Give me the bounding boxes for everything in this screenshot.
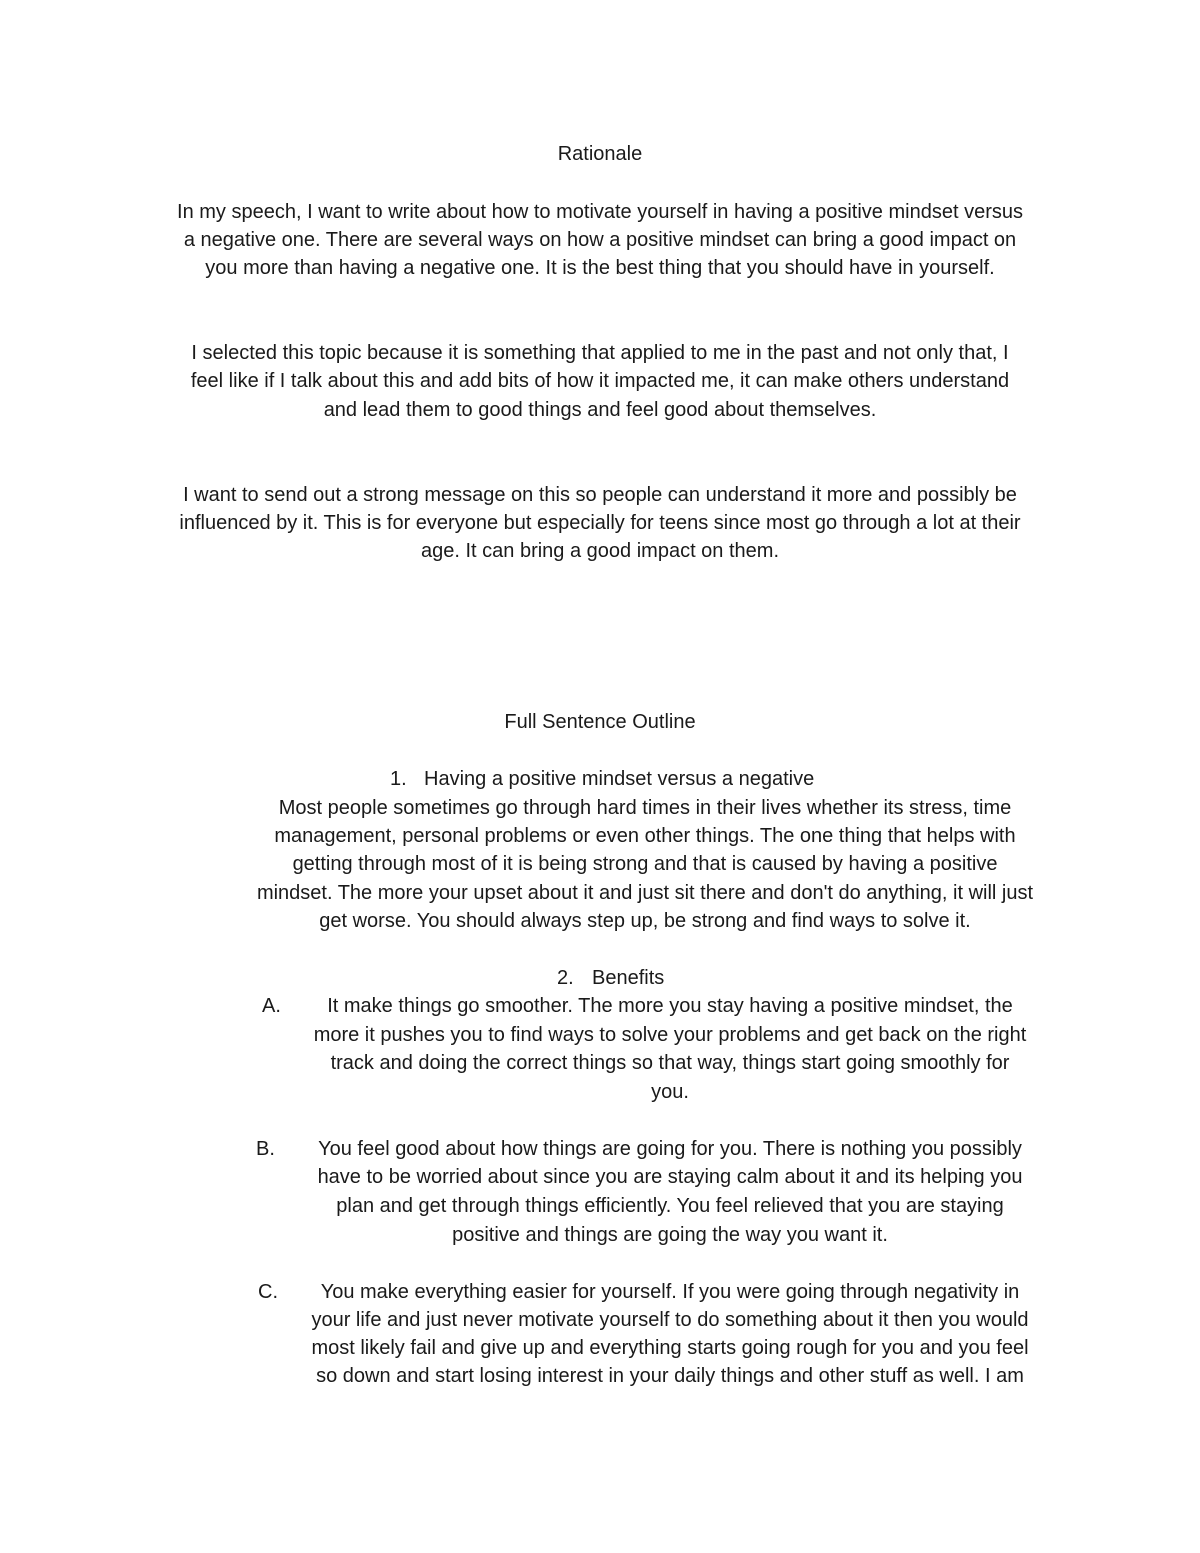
item-line: positive and things are going the way you want it. (452, 1224, 888, 1246)
item-line: more it pushes you to find ways to solve your problems and get back on the right (313, 1024, 1027, 1046)
section-number: 2. (557, 967, 574, 989)
paragraph-line: feel like if I talk about this and add bits of how it impacted me, it can make others understand (190, 370, 1010, 392)
item-letter: C. (258, 1281, 278, 1303)
section-line: management, personal problems or even other things. The one thing that helps with (274, 825, 1016, 847)
paragraph-line: age. It can bring a good impact on them. (421, 540, 779, 562)
section-line: Most people sometimes go through hard times in their lives whether its stress, time (278, 797, 1012, 819)
paragraph-line: In my speech, I want to write about how to motivate yourself in having a positive mindset versus (177, 201, 1023, 223)
section-line: getting through most of it is being strong and that is caused by having a positive (292, 853, 998, 875)
paragraph-line: a negative one. There are several ways on how a positive mindset can bring a good impact on (183, 229, 1017, 251)
paragraph-line: I want to send out a strong message on this so people can understand it more and possibly be (183, 484, 1017, 506)
section-heading: Having a positive mindset versus a negative (424, 768, 815, 790)
item-line: so down and start losing interest in your daily things and other stuff as well. I am (316, 1365, 1024, 1387)
section-line: mindset. The more your upset about it and just sit there and don't do anything, it will just (256, 882, 1034, 904)
section-number: 1. (390, 768, 407, 790)
item-line: have to be worried about since you are staying calm about it and its helping you (317, 1166, 1023, 1188)
outline-title: Full Sentence Outline (504, 711, 696, 733)
paragraph-line: and lead them to good things and feel good about themselves. (323, 399, 877, 421)
item-line: track and doing the correct things so that way, things start going smoothly for (330, 1052, 1010, 1074)
item-line: It make things go smoother. The more you stay having a positive mindset, the (327, 995, 1013, 1017)
item-letter: A. (262, 995, 281, 1017)
item-line: You make everything easier for yourself. If you were going through negativity in (320, 1281, 1020, 1303)
paragraph-line: influenced by it. This is for everyone but especially for teens since most go through a lot at their (179, 512, 1021, 534)
item-line: you. (651, 1081, 689, 1103)
section-heading: Benefits (592, 967, 665, 989)
item-line: your life and just never motivate yourself to do something about it then you would (311, 1309, 1029, 1331)
rationale-title: Rationale (557, 143, 643, 165)
paragraph-line: you more than having a negative one. It is the best thing that you should have in yourself. (205, 257, 995, 279)
section-line: get worse. You should always step up, be strong and find ways to solve it. (319, 910, 971, 932)
paragraph-line: I selected this topic because it is something that applied to me in the past and not only that, I (191, 342, 1009, 364)
item-line: You feel good about how things are going for you. There is nothing you possibly (318, 1138, 1022, 1160)
item-letter: B. (256, 1138, 275, 1160)
item-line: plan and get through things efficiently. You feel relieved that you are staying (336, 1195, 1004, 1217)
item-line: most likely fail and give up and everything starts going rough for you and you feel (311, 1337, 1029, 1359)
